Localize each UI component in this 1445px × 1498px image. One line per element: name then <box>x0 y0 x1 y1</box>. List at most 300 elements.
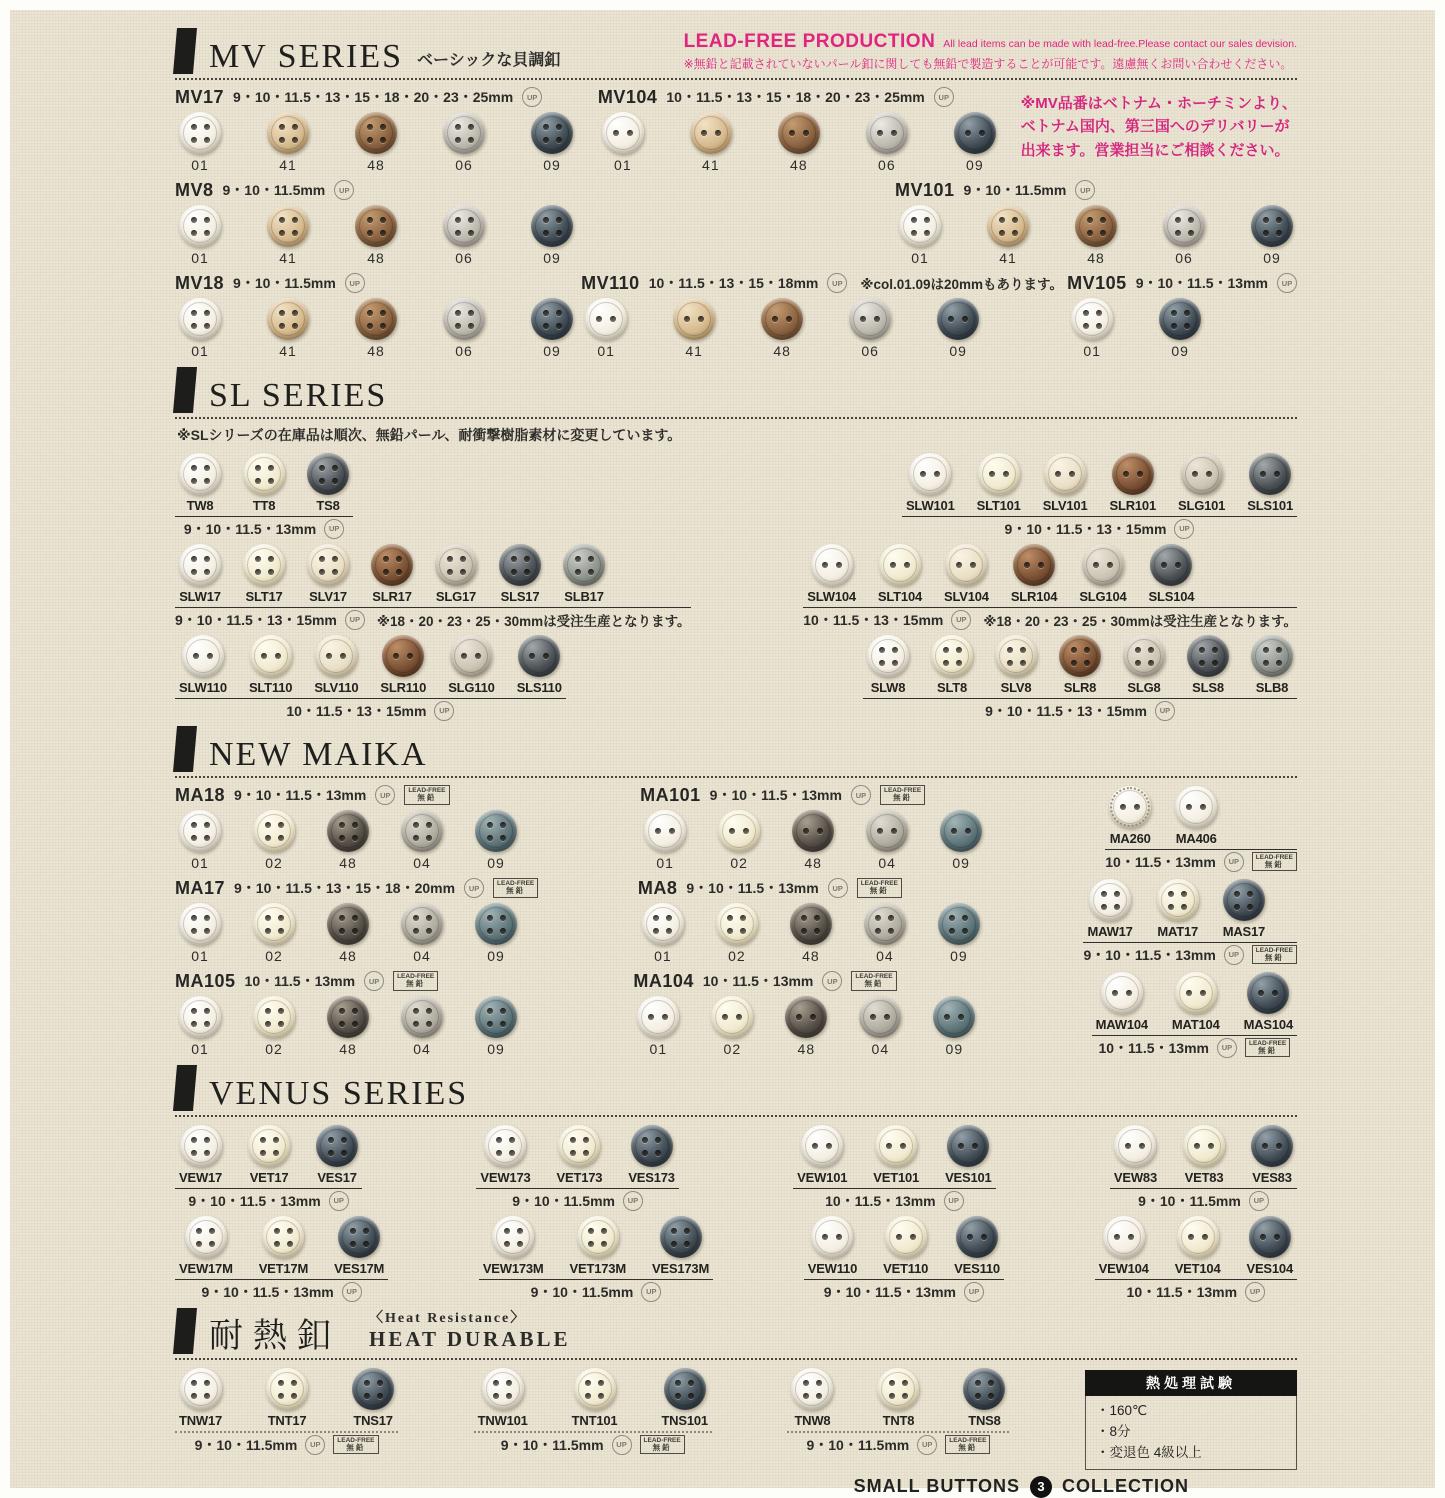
button-hole <box>292 124 298 130</box>
button-row <box>793 1123 995 1187</box>
button-cell <box>866 112 908 173</box>
button-hole <box>965 130 971 136</box>
product-row <box>175 1123 1297 1210</box>
size-range: 9・10・11.5・13mm <box>188 1192 321 1209</box>
button-row <box>1105 784 1297 848</box>
button-hole <box>627 130 633 136</box>
button-cell <box>1043 453 1088 513</box>
group-sizes <box>474 1435 712 1454</box>
button-hole <box>1101 904 1107 910</box>
order-note: ※18・20・23・25・30mmは受注生産となります。 <box>376 613 691 629</box>
up-badge: UP <box>434 701 454 721</box>
leadfree-badge-text-jp: 無鉛 <box>346 1442 366 1452</box>
color-code-label: 09 <box>487 855 505 871</box>
group-rule <box>793 1188 995 1189</box>
product-group-VEW173M <box>479 1214 713 1301</box>
button-cell <box>652 1216 709 1276</box>
up-badge: UP <box>822 971 842 991</box>
color-code-label: 02 <box>265 855 283 871</box>
product-name-label: TT8 <box>252 498 276 513</box>
product-code: MA8 <box>637 877 678 898</box>
product-group-SLW101 <box>902 451 1297 538</box>
button-MA101-09 <box>940 810 982 852</box>
button-MA18-01 <box>179 810 221 852</box>
button-hole <box>543 217 549 223</box>
button-hole <box>1084 660 1090 666</box>
button-MA104-01 <box>637 996 679 1038</box>
color-code-label: 04 <box>871 1041 890 1057</box>
button-SLR104 <box>1013 544 1055 586</box>
button-hole <box>1263 647 1269 653</box>
button-hole <box>1100 230 1106 236</box>
color-code-label: 41 <box>702 157 720 173</box>
button-hole <box>1199 660 1205 666</box>
button-MV8-48 <box>355 205 397 247</box>
section-mv <box>175 28 1297 361</box>
delivery-note-line: ※MV品番はベトナム・ホーチミンより、 <box>1020 95 1297 112</box>
button-hole <box>688 1380 694 1386</box>
button-cell <box>933 996 975 1057</box>
button-hole <box>204 230 210 236</box>
button-MV8-09 <box>531 205 573 247</box>
product-name-label: SLW17 <box>179 589 221 604</box>
product-code: MA17 <box>175 877 226 898</box>
leadfree-production-line1 <box>684 31 1297 53</box>
button-hole <box>191 323 197 329</box>
button-hole <box>487 822 493 828</box>
button-cell <box>628 1125 675 1185</box>
button-hole <box>1199 647 1205 653</box>
button-hole <box>803 1393 809 1399</box>
product-group-VEW101 <box>793 1123 995 1210</box>
button-cell <box>937 298 979 359</box>
product-group-TNW17 <box>175 1366 398 1454</box>
button-hole <box>556 323 562 329</box>
button-hole <box>339 1008 345 1014</box>
button-hole <box>268 569 274 575</box>
group-header <box>175 877 538 899</box>
button-cell <box>637 996 679 1057</box>
button-row <box>863 633 1297 697</box>
color-code-label: 09 <box>487 948 505 964</box>
button-row <box>638 901 984 966</box>
button-hole <box>684 316 690 322</box>
button-MV105-01 <box>1071 298 1113 340</box>
button-MV110-06 <box>849 298 891 340</box>
size-range: 9・10・11.5mm <box>806 1436 910 1453</box>
product-code: MV104 <box>597 86 658 107</box>
button-hole <box>1083 310 1089 316</box>
up-badge: UP <box>1075 180 1095 200</box>
button-cell <box>883 1216 928 1276</box>
product-group-MV110 <box>581 272 1063 361</box>
product-name-label: SLV17 <box>309 589 347 604</box>
button-hole <box>1260 1234 1266 1240</box>
heat-test-line: ・160℃ <box>1095 1403 1148 1418</box>
section-header <box>175 28 1297 80</box>
product-name-label: MAS104 <box>1243 1017 1293 1032</box>
button-VEW110 <box>811 1216 853 1258</box>
product-name-label: SLW101 <box>905 498 955 513</box>
button-cell <box>1110 453 1157 513</box>
size-range: 9・10・11.5mm <box>233 275 336 291</box>
color-code-label: 01 <box>597 343 615 359</box>
button-TNS17 <box>352 1368 394 1410</box>
button-hole <box>1168 904 1174 910</box>
button-hole <box>1114 904 1120 910</box>
button-cell <box>179 112 221 173</box>
product-name-label: SLS110 <box>516 680 562 695</box>
up-badge: UP <box>324 519 344 539</box>
up-badge: UP <box>612 1435 632 1455</box>
group-header <box>175 272 577 294</box>
button-row <box>175 451 353 515</box>
button-hole <box>727 915 733 921</box>
button-MA17-04 <box>401 903 443 945</box>
button-hole <box>786 316 792 322</box>
button-cell <box>1251 635 1293 695</box>
button-hole <box>352 835 358 841</box>
button-hole <box>278 1021 284 1027</box>
button-hole <box>500 928 506 934</box>
color-code-label: 02 <box>730 855 748 871</box>
button-hole <box>273 1137 279 1143</box>
button-MA105-04 <box>401 996 443 1038</box>
button-hole <box>1055 471 1061 477</box>
button-cell <box>1059 635 1101 695</box>
size-range: 9・10・11.5mm <box>194 1436 298 1453</box>
button-row <box>598 110 1000 175</box>
section-bar <box>173 1308 197 1354</box>
button-cell <box>478 1368 528 1428</box>
product-name-label: SLV110 <box>314 680 359 695</box>
button-cell <box>873 1125 919 1185</box>
heat-resistance-en-small: 〈Heat Resistance〉 <box>369 1311 527 1326</box>
button-hole <box>989 471 995 477</box>
button-hole <box>888 928 894 934</box>
button-hole <box>951 828 957 834</box>
color-code-label: 01 <box>191 1041 209 1057</box>
button-hole <box>743 828 749 834</box>
button-MAT17 <box>1157 879 1199 921</box>
button-hole <box>193 653 199 659</box>
button-SLT8 <box>931 635 973 677</box>
up-badge: UP <box>827 273 847 293</box>
color-code-label: 48 <box>797 1041 816 1057</box>
button-hole <box>191 1021 197 1027</box>
button-hole <box>380 217 386 223</box>
button-hole <box>468 310 474 316</box>
leadfree-production-subtitle: All lead items can be made with lead-free.Please contact our sales devision. <box>943 38 1297 50</box>
button-row <box>175 203 577 268</box>
group-rule <box>175 516 353 517</box>
button-cell <box>563 544 605 604</box>
availability-note: ※col.01.09は20mmもあります。 <box>860 277 1063 292</box>
button-SLT17 <box>243 544 285 586</box>
product-row <box>175 542 1297 629</box>
button-MA17-02 <box>253 903 295 945</box>
leadfree-production-jp: ※無鉛と記載されていないパール釦に関しても無鉛で製造することが可能です。遠慮無くお問い合わせください。 <box>683 57 1293 71</box>
section-ma <box>175 726 1297 1059</box>
button-SLW110 <box>182 635 224 677</box>
button-hole <box>1135 660 1141 666</box>
button-cell <box>179 1368 222 1428</box>
button-hole <box>191 230 197 236</box>
button-row <box>175 1123 362 1187</box>
button-hole <box>407 653 413 659</box>
heat-resistance-label <box>369 1307 571 1352</box>
button-hole <box>543 310 549 316</box>
button-row <box>633 994 979 1059</box>
product-group-VEW83 <box>1110 1123 1297 1210</box>
button-hole <box>556 217 562 223</box>
button-hole <box>860 316 866 322</box>
color-code-label: 06 <box>1175 250 1193 266</box>
button-MAS104 <box>1247 972 1289 1014</box>
button-hole <box>517 1241 523 1247</box>
button-MV101-01 <box>899 205 941 247</box>
color-code-label: 41 <box>999 250 1017 266</box>
button-hole <box>1007 660 1013 666</box>
group-rule <box>1105 849 1297 850</box>
group-header <box>1067 272 1297 294</box>
color-code-label: 48 <box>773 343 791 359</box>
button-hole <box>875 928 881 934</box>
button-hole <box>1134 804 1140 810</box>
button-hole <box>902 1393 908 1399</box>
button-hole <box>822 1234 828 1240</box>
button-hole <box>278 1008 284 1014</box>
button-hole <box>511 569 517 575</box>
up-badge: UP <box>464 878 484 898</box>
button-cell <box>334 1216 384 1276</box>
button-hole <box>1276 660 1282 666</box>
button-hole <box>920 471 926 477</box>
button-hole <box>886 1143 892 1149</box>
button-cell <box>945 1125 992 1185</box>
size-range: 9・10・11.5mm <box>512 1192 615 1209</box>
button-hole <box>468 124 474 130</box>
product-name-label: SLT110 <box>248 680 293 695</box>
button-MA8-01 <box>642 903 684 945</box>
button-hole <box>981 1234 987 1240</box>
button-hole <box>191 556 197 562</box>
button-hole <box>332 556 338 562</box>
leadfree-badge-text-jp: 無鉛 <box>893 793 913 803</box>
button-hole <box>1096 310 1102 316</box>
button-hole <box>803 130 809 136</box>
button-TNW101 <box>482 1368 524 1410</box>
button-hole <box>1194 1143 1200 1149</box>
button-SLG101 <box>1181 453 1223 495</box>
button-hole <box>999 217 1005 223</box>
product-name-label: SLG8 <box>1127 680 1161 695</box>
button-hole <box>500 822 506 828</box>
button-VES173 <box>631 1125 673 1167</box>
button-hole <box>610 316 616 322</box>
button-row <box>476 1123 678 1187</box>
button-cell <box>401 810 443 871</box>
product-group-MV17 <box>175 86 577 175</box>
leadfree-badge-text: LEAD-FREE <box>860 880 898 888</box>
button-hole <box>1208 1143 1214 1149</box>
button-cell <box>355 205 397 266</box>
group-sizes <box>1083 945 1297 964</box>
button-VEW104 <box>1103 1216 1145 1258</box>
button-hole <box>191 1393 197 1399</box>
up-badge: UP <box>1249 1191 1269 1211</box>
button-hole <box>461 653 467 659</box>
product-name-label: SLT8 <box>936 680 968 695</box>
product-code: MV8 <box>175 179 214 200</box>
button-hole <box>949 915 955 921</box>
button-cell <box>1123 635 1165 695</box>
button-hole <box>715 130 721 136</box>
button-hole <box>380 124 386 130</box>
group-sizes <box>803 610 1297 629</box>
button-hole <box>655 1150 661 1156</box>
leadfree-badge <box>493 878 538 897</box>
button-cell <box>585 298 627 359</box>
product-row <box>175 1214 1297 1301</box>
button-hole <box>962 316 968 322</box>
button-row <box>175 110 577 175</box>
size-range: 9・10・11.5・13mm <box>201 1283 334 1300</box>
color-code-label: 48 <box>802 948 820 964</box>
product-name-label: SLR8 <box>1063 680 1097 695</box>
up-badge: UP <box>951 610 971 630</box>
button-hole <box>367 217 373 223</box>
product-group-MA260 <box>1105 784 1297 871</box>
product-group-MA18 <box>175 784 521 873</box>
product-name-label: TW8 <box>186 498 214 513</box>
product-name-label: VES101 <box>945 1170 992 1185</box>
button-MA8-04 <box>864 903 906 945</box>
button-hole <box>292 310 298 316</box>
button-hole <box>1212 660 1218 666</box>
product-name-label: VEW173M <box>482 1261 544 1276</box>
button-hole <box>265 835 271 841</box>
button-hole <box>888 915 894 921</box>
button-cell <box>327 996 369 1057</box>
button-cell <box>371 544 413 604</box>
product-name-label: SLW110 <box>179 680 227 695</box>
group-sizes <box>863 701 1297 720</box>
button-hole <box>962 915 968 921</box>
group-sizes <box>476 1191 678 1210</box>
button-hole <box>826 1143 832 1149</box>
button-hole <box>292 217 298 223</box>
button-cell <box>401 903 443 964</box>
size-range: 9・10・11.5・13・15mm <box>985 702 1147 719</box>
button-hole <box>191 217 197 223</box>
color-code-label: 01 <box>649 1041 668 1057</box>
button-MA18-04 <box>401 810 443 852</box>
button-row <box>175 1214 388 1278</box>
color-code-label: 01 <box>191 250 209 266</box>
button-cell <box>248 1125 290 1185</box>
button-MA8-48 <box>790 903 832 945</box>
button-hole <box>1175 217 1181 223</box>
button-hole <box>287 1228 293 1234</box>
button-hole <box>265 1021 271 1027</box>
group-rule <box>1095 1279 1297 1280</box>
button-SLS110 <box>518 635 560 677</box>
button-row <box>175 542 691 606</box>
leadfree-badge <box>945 1435 990 1454</box>
button-SLV8 <box>995 635 1037 677</box>
button-cell <box>1175 1216 1221 1276</box>
up-badge: UP <box>964 1282 984 1302</box>
button-cell <box>179 635 227 695</box>
delivery-note-line: ベトナム国内、第三国へのデリバリーが <box>1020 118 1290 136</box>
button-hole <box>339 822 345 828</box>
color-code-label: 02 <box>265 948 283 964</box>
button-hole <box>393 653 399 659</box>
section-header <box>175 1307 1297 1360</box>
button-hole <box>879 660 885 666</box>
button-MA104-48 <box>785 996 827 1038</box>
button-hole <box>278 1393 284 1399</box>
button-hole <box>426 1021 432 1027</box>
button-hole <box>292 230 298 236</box>
leadfree-badge <box>333 1435 378 1454</box>
button-hole <box>570 1150 576 1156</box>
button-cell <box>1178 453 1225 513</box>
button-hole <box>891 130 897 136</box>
up-badge: UP <box>305 1435 325 1455</box>
button-hole <box>1181 904 1187 910</box>
color-code-label: 04 <box>413 948 431 964</box>
button-cell <box>1149 544 1195 604</box>
product-name-label: SLR101 <box>1109 498 1156 513</box>
button-hole <box>934 471 940 477</box>
up-badge: UP <box>1174 519 1194 539</box>
color-code-label: 09 <box>952 855 970 871</box>
section-ve <box>175 1065 1297 1301</box>
button-MV18-06 <box>443 298 485 340</box>
button-hole <box>524 569 530 575</box>
button-hole <box>363 1228 369 1234</box>
button-cell <box>179 298 221 359</box>
button-hole <box>1161 562 1167 568</box>
button-SLW17 <box>179 544 221 586</box>
product-name-label: VET110 <box>883 1261 929 1276</box>
button-hole <box>543 124 549 130</box>
button-hole <box>556 310 562 316</box>
button-hole <box>291 1380 297 1386</box>
button-hole <box>319 478 325 484</box>
group-sizes <box>1092 1038 1297 1057</box>
product-name-label: VES104 <box>1246 1261 1293 1276</box>
product-code: MV110 <box>581 272 640 293</box>
button-row <box>581 296 1063 361</box>
group-header <box>175 784 521 806</box>
button-hole <box>204 556 210 562</box>
heat-test-body <box>1085 1396 1297 1470</box>
group-header <box>598 86 1000 108</box>
button-hole <box>475 653 481 659</box>
button-cell <box>1114 1125 1157 1185</box>
button-hole <box>596 316 602 322</box>
button-SLS101 <box>1249 453 1291 495</box>
button-cell <box>807 544 856 604</box>
button-hole <box>877 828 883 834</box>
button-MAW104 <box>1101 972 1143 1014</box>
button-VET17 <box>248 1125 290 1167</box>
button-hole <box>278 928 284 934</box>
button-cell <box>355 298 397 359</box>
